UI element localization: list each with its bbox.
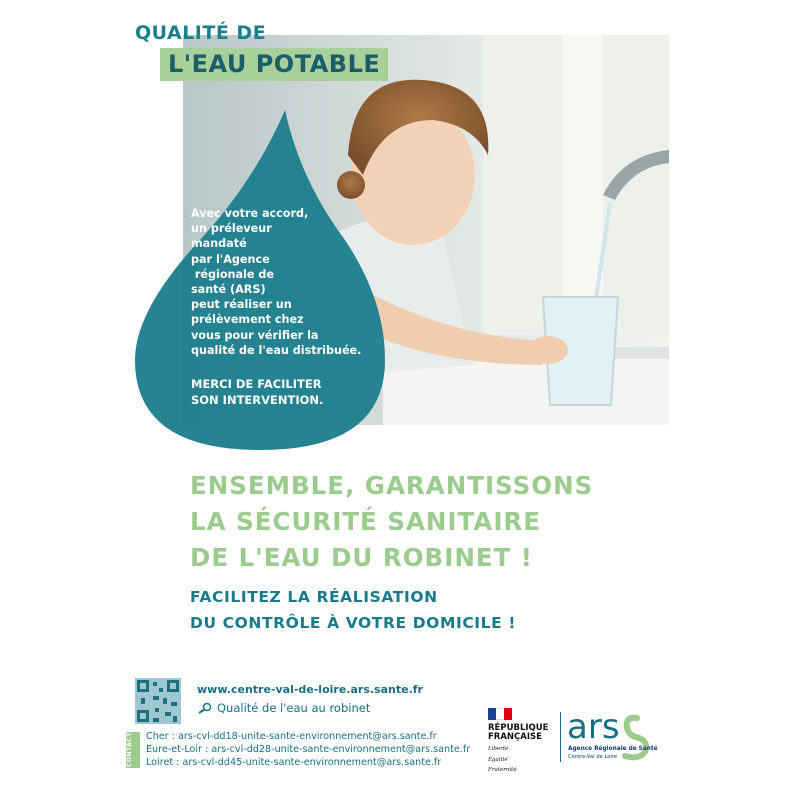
headline-line: DE L'EAU DU ROBINET ! [190, 543, 533, 572]
drop-line: peut réaliser un [191, 298, 292, 312]
subhead-line: FACILITEZ LA RÉALISATION [190, 588, 438, 606]
drop-line: par l'Agence [191, 252, 270, 266]
drop-call-to-action [191, 377, 323, 408]
rf-name-line: FRANÇAISE [488, 732, 542, 742]
logo-divider [560, 712, 561, 762]
rf-motto-line: Fraternité [488, 767, 517, 773]
republique-francaise-logo [488, 708, 558, 774]
contact-item[interactable]: Loiret : ars-cvl-dd45-unite-sante-environnement@ars.sante.fr [146, 757, 442, 768]
drop-line: prélèvement chez [191, 313, 304, 327]
drop-line: un préleveur [191, 222, 272, 236]
search-hint-text: Qualité de l'eau au robinet [217, 701, 371, 715]
cta-line: MERCI DE FACILITER [191, 377, 322, 391]
drop-line: qualité de l'eau distribuée. [191, 343, 362, 357]
rf-name-line: RÉPUBLIQUE [488, 723, 549, 733]
drop-line: vous pour vérifier la [191, 328, 319, 342]
drop-line: régionale de [191, 267, 274, 281]
ars-logo-text: ars [567, 707, 620, 747]
search-icon [197, 702, 213, 714]
drop-line: mandaté [191, 237, 247, 251]
rf-motto-line: Égalité [488, 756, 508, 763]
website-link[interactable]: www.centre-val-de-loire.ars.sante.fr [197, 683, 423, 696]
headline [190, 468, 593, 576]
subheadline [190, 584, 516, 636]
search-hint [197, 701, 370, 715]
title-line-2: L'EAU POTABLE [160, 48, 388, 81]
headline-line: ENSEMBLE, GARANTISSONS [190, 471, 594, 500]
ars-subtitle: Agence Régionale de Santé [568, 746, 658, 752]
contact-list [146, 730, 470, 769]
ars-region: Centre-Val de Loire [568, 754, 618, 760]
rf-motto-line: Liberté [488, 746, 509, 752]
cta-line: SON INTERVENTION. [191, 392, 324, 407]
contact-label: CONTACT [126, 732, 140, 768]
french-flag-icon [488, 708, 512, 720]
drop-body-text [191, 206, 361, 358]
drop-line: Avec votre accord, [191, 207, 309, 220]
contact-item[interactable]: Eure-et-Loir : ars-cvl-dd28-unite-sante-environnement@ars.sante.fr [146, 744, 471, 755]
qr-code-icon[interactable] [135, 678, 181, 724]
headline-line: LA SÉCURITÉ SANITAIRE [190, 507, 542, 536]
title-line-1: QUALITÉ DE [135, 22, 267, 44]
subhead-line: DU CONTRÔLE À VOTRE DOMICILE ! [190, 614, 517, 632]
contact-item[interactable]: Cher : ars-cvl-dd18-unite-sante-environnement@ars.sante.fr [146, 731, 437, 742]
drop-line: santé (ARS) [191, 283, 266, 297]
